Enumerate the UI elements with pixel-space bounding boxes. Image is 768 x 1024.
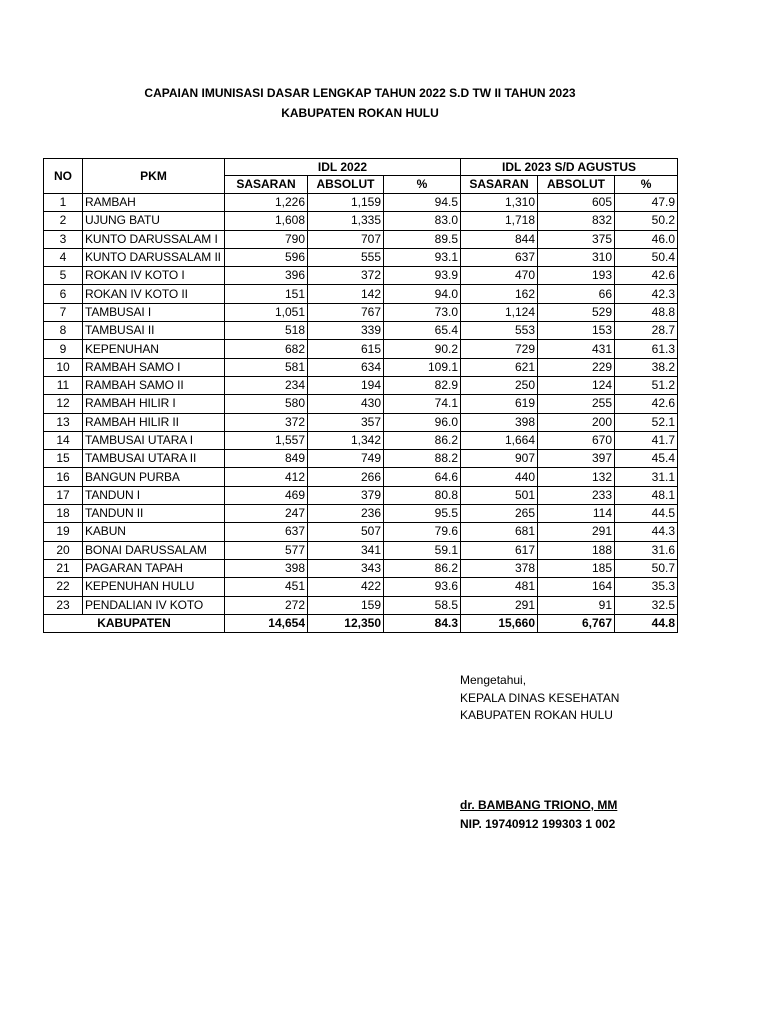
header-row-1 xyxy=(44,159,678,176)
cell-absolut-2023: 291 xyxy=(538,523,615,541)
cell-pct-2022: 65.4 xyxy=(384,322,461,340)
cell-absolut-2022: 194 xyxy=(308,376,384,394)
header-pct-2023: % xyxy=(615,176,678,194)
total-label: KABUPATEN xyxy=(44,614,225,632)
cell-sasaran-2023: 265 xyxy=(461,505,538,523)
cell-absolut-2023: 114 xyxy=(538,505,615,523)
cell-pkm: KEPENUHAN xyxy=(83,340,225,358)
cell-absolut-2022: 422 xyxy=(308,578,384,596)
cell-sasaran-2023: 637 xyxy=(461,248,538,266)
cell-absolut-2022: 634 xyxy=(308,358,384,376)
cell-pct-2022: 86.2 xyxy=(384,431,461,449)
cell-absolut-2023: 185 xyxy=(538,559,615,577)
cell-sasaran-2022: 849 xyxy=(225,450,308,468)
cell-pct-2023: 31.6 xyxy=(615,541,678,559)
cell-no: 3 xyxy=(44,230,83,248)
table-row xyxy=(44,212,678,230)
cell-absolut-2022: 142 xyxy=(308,285,384,303)
cell-sasaran-2022: 396 xyxy=(225,267,308,285)
cell-absolut-2022: 357 xyxy=(308,413,384,431)
cell-pkm: TAMBUSAI UTARA II xyxy=(83,450,225,468)
cell-pct-2022: 74.1 xyxy=(384,395,461,413)
cell-absolut-2022: 1,335 xyxy=(308,212,384,230)
signature-acknowledged: Mengetahui, xyxy=(460,673,527,687)
cell-sasaran-2023: 681 xyxy=(461,523,538,541)
total-pct-2023: 44.8 xyxy=(615,614,678,632)
table-row xyxy=(44,248,678,266)
cell-pct-2022: 95.5 xyxy=(384,505,461,523)
cell-sasaran-2022: 581 xyxy=(225,358,308,376)
cell-absolut-2022: 159 xyxy=(308,596,384,614)
cell-absolut-2023: 193 xyxy=(538,267,615,285)
table-row xyxy=(44,395,678,413)
cell-pct-2023: 32.5 xyxy=(615,596,678,614)
cell-pct-2022: 90.2 xyxy=(384,340,461,358)
cell-absolut-2023: 832 xyxy=(538,212,615,230)
cell-pct-2022: 94.5 xyxy=(384,194,461,212)
cell-pct-2023: 48.1 xyxy=(615,486,678,504)
cell-sasaran-2022: 398 xyxy=(225,559,308,577)
cell-pkm: RAMBAH xyxy=(83,194,225,212)
cell-no: 4 xyxy=(44,248,83,266)
cell-pct-2022: 82.9 xyxy=(384,376,461,394)
cell-sasaran-2022: 451 xyxy=(225,578,308,596)
cell-pct-2023: 51.2 xyxy=(615,376,678,394)
cell-absolut-2023: 310 xyxy=(538,248,615,266)
cell-sasaran-2022: 637 xyxy=(225,523,308,541)
cell-pkm: UJUNG BATU xyxy=(83,212,225,230)
cell-absolut-2023: 529 xyxy=(538,303,615,321)
table-row xyxy=(44,376,678,394)
cell-no: 22 xyxy=(44,578,83,596)
cell-no: 1 xyxy=(44,194,83,212)
cell-pkm: KEPENUHAN HULU xyxy=(83,578,225,596)
cell-no: 16 xyxy=(44,468,83,486)
cell-absolut-2022: 1,342 xyxy=(308,431,384,449)
cell-pct-2023: 42.3 xyxy=(615,285,678,303)
cell-pct-2023: 50.4 xyxy=(615,248,678,266)
cell-absolut-2022: 749 xyxy=(308,450,384,468)
cell-pct-2022: 73.0 xyxy=(384,303,461,321)
cell-pkm: KUNTO DARUSSALAM II xyxy=(83,248,225,266)
cell-sasaran-2023: 619 xyxy=(461,395,538,413)
cell-absolut-2023: 397 xyxy=(538,450,615,468)
cell-no: 23 xyxy=(44,596,83,614)
cell-pkm: KUNTO DARUSSALAM I xyxy=(83,230,225,248)
cell-no: 20 xyxy=(44,541,83,559)
cell-pct-2022: 88.2 xyxy=(384,450,461,468)
cell-pct-2023: 50.7 xyxy=(615,559,678,577)
cell-no: 7 xyxy=(44,303,83,321)
cell-pct-2023: 31.1 xyxy=(615,468,678,486)
cell-pkm: BONAI DARUSSALAM xyxy=(83,541,225,559)
table-row xyxy=(44,431,678,449)
cell-pct-2023: 47.9 xyxy=(615,194,678,212)
signature-position: KEPALA DINAS KESEHATAN xyxy=(460,690,620,705)
cell-pkm: RAMBAH HILIR I xyxy=(83,395,225,413)
cell-pkm: TAMBUSAI II xyxy=(83,322,225,340)
signature-heading xyxy=(460,672,619,725)
cell-sasaran-2022: 372 xyxy=(225,413,308,431)
cell-no: 8 xyxy=(44,322,83,340)
table-row xyxy=(44,322,678,340)
table-row xyxy=(44,559,678,577)
cell-sasaran-2022: 596 xyxy=(225,248,308,266)
cell-no: 2 xyxy=(44,212,83,230)
cell-no: 12 xyxy=(44,395,83,413)
cell-pkm: KABUN xyxy=(83,523,225,541)
cell-pct-2023: 35.3 xyxy=(615,578,678,596)
cell-pct-2023: 48.8 xyxy=(615,303,678,321)
total-absolut-2023: 6,767 xyxy=(538,614,615,632)
table-body xyxy=(44,194,678,615)
total-absolut-2022: 12,350 xyxy=(308,614,384,632)
cell-sasaran-2023: 162 xyxy=(461,285,538,303)
table-row xyxy=(44,578,678,596)
table-row xyxy=(44,285,678,303)
cell-no: 10 xyxy=(44,358,83,376)
table-row xyxy=(44,303,678,321)
table-row xyxy=(44,505,678,523)
title-line-2: KABUPATEN ROKAN HULU xyxy=(281,106,439,120)
cell-absolut-2022: 341 xyxy=(308,541,384,559)
cell-pct-2022: 89.5 xyxy=(384,230,461,248)
cell-sasaran-2023: 440 xyxy=(461,468,538,486)
table-row xyxy=(44,413,678,431)
cell-absolut-2022: 707 xyxy=(308,230,384,248)
cell-absolut-2022: 1,159 xyxy=(308,194,384,212)
cell-no: 14 xyxy=(44,431,83,449)
cell-absolut-2023: 431 xyxy=(538,340,615,358)
cell-absolut-2023: 200 xyxy=(538,413,615,431)
table-footer xyxy=(44,614,678,632)
table-row xyxy=(44,596,678,614)
cell-sasaran-2022: 1,051 xyxy=(225,303,308,321)
cell-sasaran-2022: 1,557 xyxy=(225,431,308,449)
cell-absolut-2023: 670 xyxy=(538,431,615,449)
cell-sasaran-2023: 250 xyxy=(461,376,538,394)
cell-sasaran-2022: 151 xyxy=(225,285,308,303)
cell-sasaran-2023: 501 xyxy=(461,486,538,504)
cell-pkm: BANGUN PURBA xyxy=(83,468,225,486)
immunization-table xyxy=(43,158,678,633)
cell-pct-2023: 28.7 xyxy=(615,322,678,340)
cell-pct-2022: 79.6 xyxy=(384,523,461,541)
cell-absolut-2023: 164 xyxy=(538,578,615,596)
header-pct-2022: % xyxy=(384,176,461,194)
table-header xyxy=(44,159,678,194)
cell-absolut-2023: 124 xyxy=(538,376,615,394)
cell-absolut-2023: 66 xyxy=(538,285,615,303)
cell-pct-2022: 93.1 xyxy=(384,248,461,266)
cell-sasaran-2023: 907 xyxy=(461,450,538,468)
cell-sasaran-2023: 481 xyxy=(461,578,538,596)
table-row xyxy=(44,194,678,212)
cell-pct-2022: 93.6 xyxy=(384,578,461,596)
cell-absolut-2022: 372 xyxy=(308,267,384,285)
cell-sasaran-2023: 553 xyxy=(461,322,538,340)
cell-absolut-2022: 266 xyxy=(308,468,384,486)
cell-pkm: RAMBAH HILIR II xyxy=(83,413,225,431)
cell-pkm: TAMBUSAI I xyxy=(83,303,225,321)
cell-pct-2023: 46.0 xyxy=(615,230,678,248)
cell-pkm: ROKAN IV KOTO I xyxy=(83,267,225,285)
cell-no: 15 xyxy=(44,450,83,468)
cell-no: 13 xyxy=(44,413,83,431)
total-sasaran-2023: 15,660 xyxy=(461,614,538,632)
cell-pkm: PENDALIAN IV KOTO xyxy=(83,596,225,614)
cell-pct-2023: 44.3 xyxy=(615,523,678,541)
cell-pkm: PAGARAN TAPAH xyxy=(83,559,225,577)
cell-pkm: TAMBUSAI UTARA I xyxy=(83,431,225,449)
total-row xyxy=(44,614,678,632)
cell-pct-2022: 96.0 xyxy=(384,413,461,431)
header-idl-2022: IDL 2022 xyxy=(225,159,461,176)
cell-absolut-2022: 507 xyxy=(308,523,384,541)
header-no: NO xyxy=(44,159,83,194)
cell-no: 6 xyxy=(44,285,83,303)
cell-pct-2023: 52.1 xyxy=(615,413,678,431)
cell-pct-2022: 109.1 xyxy=(384,358,461,376)
cell-sasaran-2023: 398 xyxy=(461,413,538,431)
cell-absolut-2022: 615 xyxy=(308,340,384,358)
cell-sasaran-2023: 1,664 xyxy=(461,431,538,449)
header-sasaran-2023: SASARAN xyxy=(461,176,538,194)
cell-pct-2023: 41.7 xyxy=(615,431,678,449)
cell-pct-2023: 45.4 xyxy=(615,450,678,468)
cell-absolut-2023: 375 xyxy=(538,230,615,248)
cell-sasaran-2022: 518 xyxy=(225,322,308,340)
table-row xyxy=(44,541,678,559)
cell-pct-2022: 59.1 xyxy=(384,541,461,559)
cell-sasaran-2022: 469 xyxy=(225,486,308,504)
cell-no: 17 xyxy=(44,486,83,504)
cell-pct-2023: 50.2 xyxy=(615,212,678,230)
cell-absolut-2022: 339 xyxy=(308,322,384,340)
cell-sasaran-2023: 1,124 xyxy=(461,303,538,321)
cell-pct-2023: 42.6 xyxy=(615,395,678,413)
cell-absolut-2022: 555 xyxy=(308,248,384,266)
signature-region: KABUPATEN ROKAN HULU xyxy=(460,708,613,722)
cell-absolut-2022: 379 xyxy=(308,486,384,504)
cell-sasaran-2022: 1,608 xyxy=(225,212,308,230)
cell-pct-2022: 58.5 xyxy=(384,596,461,614)
cell-sasaran-2022: 577 xyxy=(225,541,308,559)
cell-sasaran-2023: 470 xyxy=(461,267,538,285)
cell-absolut-2023: 91 xyxy=(538,596,615,614)
table-row xyxy=(44,486,678,504)
cell-sasaran-2022: 790 xyxy=(225,230,308,248)
table-row xyxy=(44,523,678,541)
cell-sasaran-2022: 682 xyxy=(225,340,308,358)
document-title xyxy=(43,83,677,123)
cell-sasaran-2022: 234 xyxy=(225,376,308,394)
table-row xyxy=(44,358,678,376)
cell-sasaran-2022: 580 xyxy=(225,395,308,413)
cell-sasaran-2023: 844 xyxy=(461,230,538,248)
cell-pct-2022: 80.8 xyxy=(384,486,461,504)
cell-absolut-2023: 153 xyxy=(538,322,615,340)
cell-no: 11 xyxy=(44,376,83,394)
cell-absolut-2023: 233 xyxy=(538,486,615,504)
cell-pkm: TANDUN II xyxy=(83,505,225,523)
cell-pkm: ROKAN IV KOTO II xyxy=(83,285,225,303)
cell-pct-2022: 86.2 xyxy=(384,559,461,577)
cell-no: 19 xyxy=(44,523,83,541)
cell-pct-2023: 44.5 xyxy=(615,505,678,523)
cell-pct-2022: 94.0 xyxy=(384,285,461,303)
cell-sasaran-2022: 247 xyxy=(225,505,308,523)
cell-absolut-2022: 767 xyxy=(308,303,384,321)
cell-no: 18 xyxy=(44,505,83,523)
cell-pct-2023: 42.6 xyxy=(615,267,678,285)
table-row xyxy=(44,450,678,468)
table-row xyxy=(44,340,678,358)
cell-absolut-2023: 229 xyxy=(538,358,615,376)
cell-sasaran-2023: 1,310 xyxy=(461,194,538,212)
cell-sasaran-2023: 291 xyxy=(461,596,538,614)
table-row xyxy=(44,468,678,486)
total-sasaran-2022: 14,654 xyxy=(225,614,308,632)
cell-absolut-2022: 430 xyxy=(308,395,384,413)
cell-pct-2022: 93.9 xyxy=(384,267,461,285)
cell-sasaran-2023: 617 xyxy=(461,541,538,559)
cell-absolut-2022: 343 xyxy=(308,559,384,577)
cell-no: 9 xyxy=(44,340,83,358)
cell-sasaran-2022: 412 xyxy=(225,468,308,486)
header-absolut-2022: ABSOLUT xyxy=(308,176,384,194)
header-idl-2023: IDL 2023 S/D AGUSTUS xyxy=(461,159,678,176)
cell-pct-2022: 64.6 xyxy=(384,468,461,486)
cell-sasaran-2023: 378 xyxy=(461,559,538,577)
cell-sasaran-2022: 272 xyxy=(225,596,308,614)
cell-no: 21 xyxy=(44,559,83,577)
cell-pct-2023: 38.2 xyxy=(615,358,678,376)
cell-sasaran-2023: 621 xyxy=(461,358,538,376)
table-row xyxy=(44,267,678,285)
cell-pct-2022: 83.0 xyxy=(384,212,461,230)
cell-sasaran-2023: 1,718 xyxy=(461,212,538,230)
cell-absolut-2023: 132 xyxy=(538,468,615,486)
cell-pkm: RAMBAH SAMO II xyxy=(83,376,225,394)
table-row xyxy=(44,230,678,248)
cell-no: 5 xyxy=(44,267,83,285)
cell-pct-2023: 61.3 xyxy=(615,340,678,358)
signature-signer xyxy=(460,796,617,834)
cell-absolut-2023: 605 xyxy=(538,194,615,212)
header-pkm: PKM xyxy=(83,159,225,194)
cell-sasaran-2023: 729 xyxy=(461,340,538,358)
title-line-1: CAPAIAN IMUNISASI DASAR LENGKAP TAHUN 2022 S.D TW II TAHUN 2023 xyxy=(144,86,576,100)
cell-absolut-2023: 188 xyxy=(538,541,615,559)
cell-pkm: TANDUN I xyxy=(83,486,225,504)
signer-nip: NIP. 19740912 199303 1 002 xyxy=(460,817,616,831)
cell-absolut-2022: 236 xyxy=(308,505,384,523)
header-sasaran-2022: SASARAN xyxy=(225,176,308,194)
header-absolut-2023: ABSOLUT xyxy=(538,176,615,194)
cell-absolut-2023: 255 xyxy=(538,395,615,413)
cell-pkm: RAMBAH SAMO I xyxy=(83,358,225,376)
total-pct-2022: 84.3 xyxy=(384,614,461,632)
signer-name: dr. BAMBANG TRIONO, MM xyxy=(460,798,618,812)
cell-sasaran-2022: 1,226 xyxy=(225,194,308,212)
